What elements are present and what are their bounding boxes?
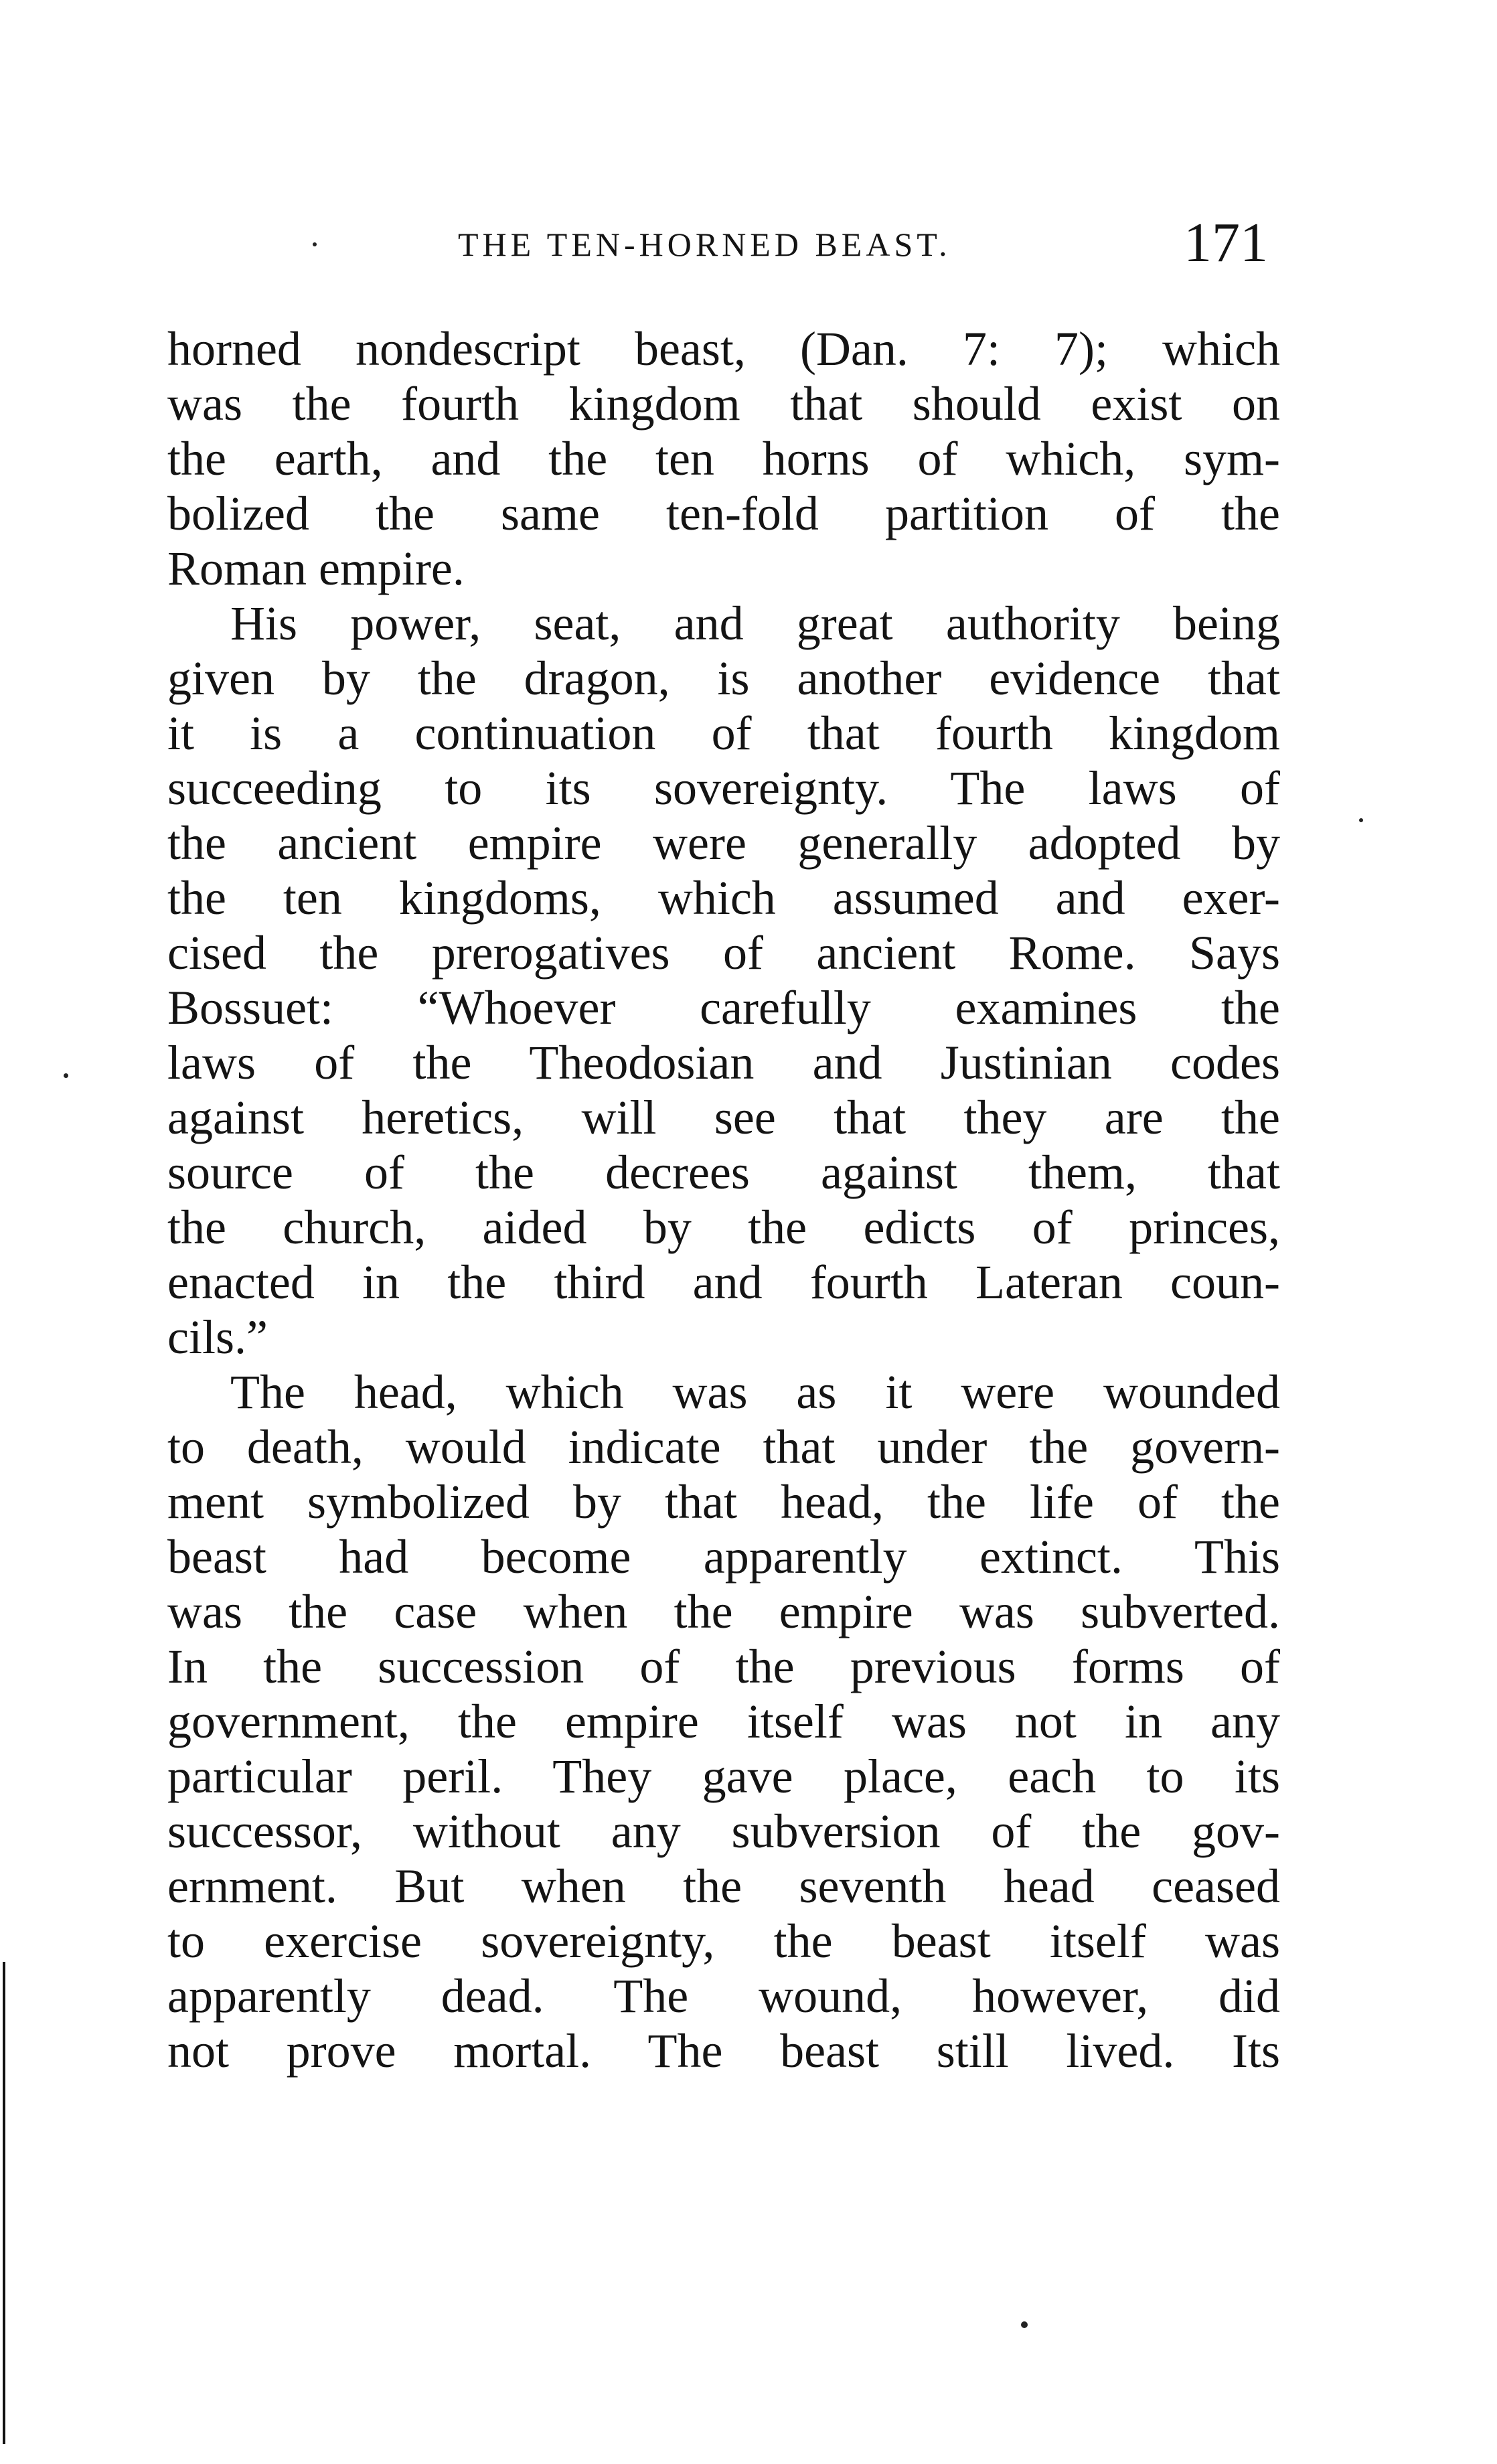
text-line: it is a continuation of that fourth kingdom bbox=[167, 706, 1280, 760]
paragraph-start-line: His power, seat, and great authority being bbox=[230, 597, 1280, 650]
text-line: cised the prerogatives of ancient Rome. Says bbox=[167, 926, 1280, 980]
ink-speck bbox=[64, 1073, 68, 1078]
text-line: In the succession of the previous forms of bbox=[167, 1640, 1280, 1693]
running-head: THE TEN-HORNED BEAST. bbox=[458, 226, 951, 263]
ink-speck bbox=[313, 242, 317, 246]
text-line: succeeding to its sovereignty. The laws of bbox=[167, 761, 1280, 815]
text-line: ment symbolized by that head, the life of the bbox=[167, 1475, 1280, 1529]
text-line: horned nondescript beast, (Dan. 7: 7); which bbox=[167, 322, 1280, 376]
scan-edge-line bbox=[3, 1962, 5, 2444]
text-line: the ten kingdoms, which assumed and exer- bbox=[167, 871, 1280, 925]
ink-speck bbox=[1021, 2321, 1028, 2328]
text-line: Bossuet: “Whoever carefully examines the bbox=[167, 981, 1280, 1034]
text-line: was the fourth kingdom that should exist on bbox=[167, 377, 1280, 431]
ink-speck bbox=[1359, 818, 1363, 822]
text-line: source of the decrees against them, that bbox=[167, 1146, 1280, 1199]
paragraph-start-line: The head, which was as it were wounded bbox=[230, 1365, 1280, 1419]
text-line: the ancient empire were generally adopted by bbox=[167, 816, 1280, 870]
text-line: particular peril. They gave place, each to its bbox=[167, 1750, 1280, 1803]
text-line: laws of the Theodosian and Justinian codes bbox=[167, 1036, 1280, 1089]
text-line: Roman empire. bbox=[167, 542, 465, 595]
text-line: successor, without any subversion of the gov- bbox=[167, 1804, 1280, 1858]
text-line: beast had become apparently extinct. This bbox=[167, 1530, 1280, 1584]
body-text bbox=[167, 321, 1280, 2078]
text-line: against heretics, will see that they are the bbox=[167, 1091, 1280, 1144]
text-line: to exercise sovereignty, the beast itself was bbox=[167, 1914, 1280, 1968]
text-line: bolized the same ten-fold partition of the bbox=[167, 487, 1280, 540]
text-line: cils.” bbox=[167, 1310, 268, 1364]
text-line: the earth, and the ten horns of which, sym- bbox=[167, 432, 1280, 485]
text-line: was the case when the empire was subverted. bbox=[167, 1585, 1280, 1638]
text-line: government, the empire itself was not in any bbox=[167, 1695, 1280, 1748]
page-number: 171 bbox=[1184, 212, 1268, 274]
text-line: enacted in the third and fourth Lateran coun- bbox=[167, 1255, 1280, 1309]
text-line: given by the dragon, is another evidence that bbox=[167, 651, 1280, 705]
text-line: to death, would indicate that under the govern- bbox=[167, 1420, 1280, 1474]
text-line: not prove mortal. The beast still lived. Its bbox=[167, 2024, 1280, 2078]
text-line: the church, aided by the edicts of princes, bbox=[167, 1201, 1280, 1254]
text-line: apparently dead. The wound, however, did bbox=[167, 1969, 1280, 2023]
text-line: ernment. But when the seventh head ceased bbox=[167, 1859, 1280, 1913]
